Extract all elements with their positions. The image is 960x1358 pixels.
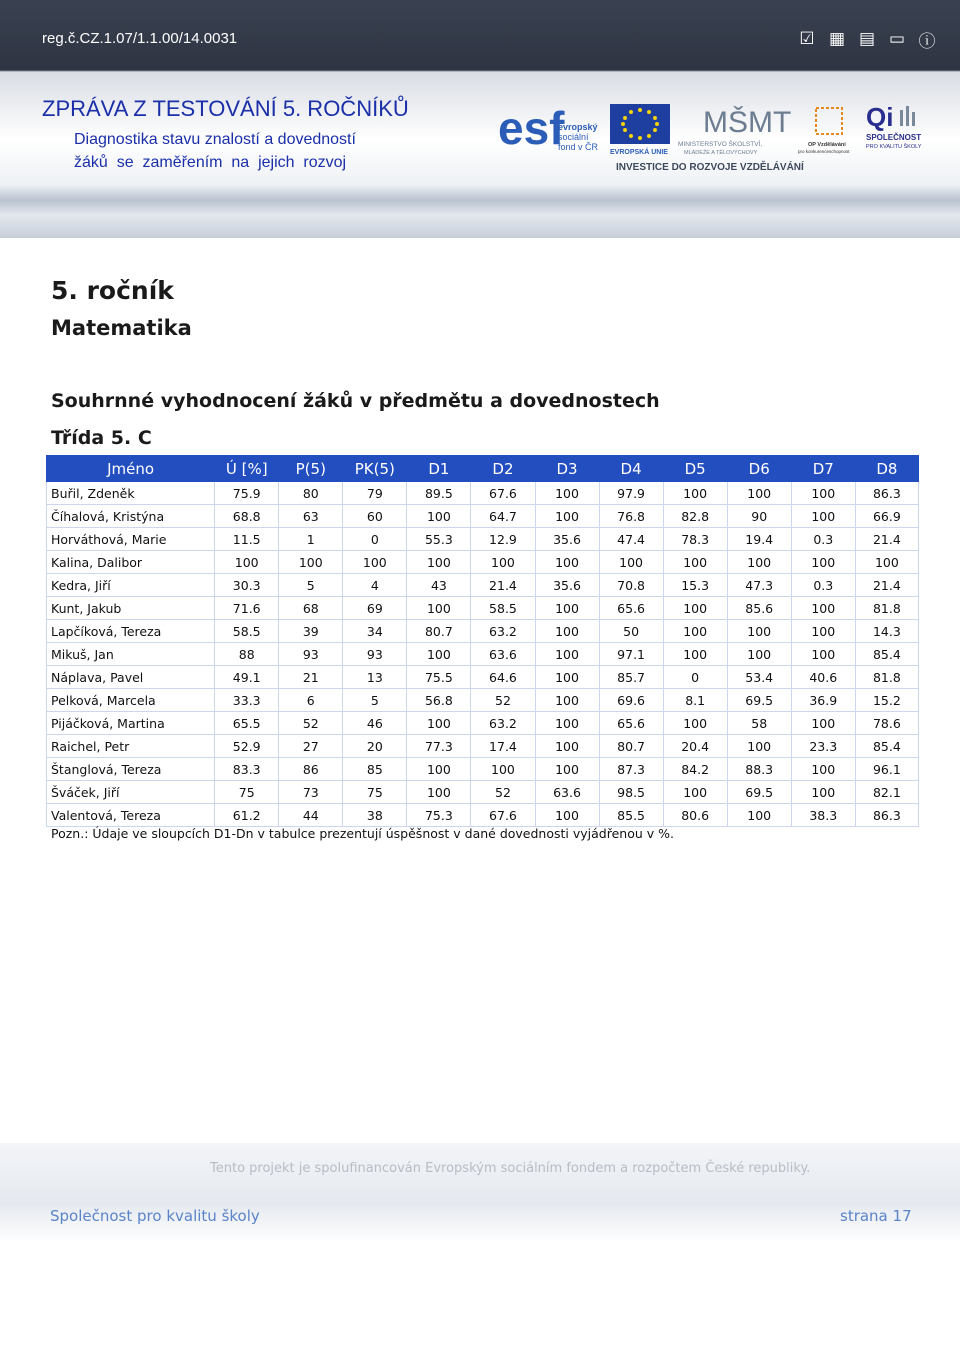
- value-cell: 96.1: [855, 758, 918, 781]
- value-cell: 100: [727, 620, 791, 643]
- value-cell: 78.6: [855, 712, 918, 735]
- value-cell: 23.3: [791, 735, 855, 758]
- value-cell: 85: [343, 758, 407, 781]
- value-cell: 83.3: [215, 758, 279, 781]
- value-cell: 82.1: [855, 781, 918, 804]
- value-cell: 100: [727, 735, 791, 758]
- report-subtitle-line2: žáků se zaměřením na jejich rozvoj: [74, 154, 347, 171]
- column-header: D1: [407, 456, 471, 482]
- value-cell: 98.5: [599, 781, 663, 804]
- value-cell: 69.5: [727, 689, 791, 712]
- svg-text:sociální: sociální: [558, 132, 589, 142]
- table-note: Pozn.: Údaje ve sloupcích D1-Dn v tabulce prezentují úspěšnost v dané dovednosti vyjádřenou v %.: [51, 826, 674, 841]
- svg-text:pro konkurenceschopnost: pro konkurenceschopnost: [798, 149, 850, 154]
- value-cell: 5: [343, 689, 407, 712]
- value-cell: 81.8: [855, 597, 918, 620]
- value-cell: 66.9: [855, 505, 918, 528]
- value-cell: 100: [599, 551, 663, 574]
- value-cell: 65.6: [599, 597, 663, 620]
- value-cell: 65.5: [215, 712, 279, 735]
- op-logo: [798, 108, 850, 154]
- value-cell: 5: [279, 574, 343, 597]
- svg-text:fond v ČR: fond v ČR: [558, 142, 599, 152]
- value-cell: 63.6: [535, 781, 599, 804]
- value-cell: 58.5: [215, 620, 279, 643]
- value-cell: 80.7: [599, 735, 663, 758]
- table-header-row: [47, 456, 919, 482]
- value-cell: 8.1: [663, 689, 727, 712]
- value-cell: 81.8: [855, 666, 918, 689]
- eu-flag-logo: [610, 104, 670, 156]
- value-cell: 93: [343, 643, 407, 666]
- svg-text:evropský: evropský: [558, 122, 598, 132]
- value-cell: 64.6: [471, 666, 535, 689]
- value-cell: 100: [407, 551, 471, 574]
- page-number: strana 17: [840, 1207, 912, 1225]
- value-cell: 88: [215, 643, 279, 666]
- table-row: [47, 689, 919, 712]
- student-name-cell: Šváček, Jiří: [47, 781, 215, 804]
- table-row: [47, 666, 919, 689]
- value-cell: 43: [407, 574, 471, 597]
- value-cell: 100: [791, 505, 855, 528]
- column-header: PK(5): [343, 456, 407, 482]
- value-cell: 35.6: [535, 528, 599, 551]
- value-cell: 100: [727, 804, 791, 827]
- student-name-cell: Buřil, Zdeněk: [47, 482, 215, 505]
- value-cell: 75: [215, 781, 279, 804]
- subject-heading: Matematika: [51, 316, 192, 340]
- value-cell: 15.2: [855, 689, 918, 712]
- document-icon[interactable]: ▤: [858, 29, 876, 49]
- value-cell: 56.8: [407, 689, 471, 712]
- battery-icon[interactable]: ▭: [888, 29, 906, 49]
- student-name-cell: Číhalová, Kristýna: [47, 505, 215, 528]
- value-cell: 100: [535, 643, 599, 666]
- value-cell: 100: [407, 505, 471, 528]
- table-row: [47, 597, 919, 620]
- column-header: D2: [471, 456, 535, 482]
- value-cell: 58: [727, 712, 791, 735]
- value-cell: 100: [407, 643, 471, 666]
- funding-note: Tento projekt je spolufinancován Evropským sociálním fondem a rozpočtem České republiky.: [210, 1161, 811, 1176]
- value-cell: 87.3: [599, 758, 663, 781]
- value-cell: 100: [663, 643, 727, 666]
- value-cell: 100: [535, 620, 599, 643]
- value-cell: 52: [471, 689, 535, 712]
- student-name-cell: Mikuš, Jan: [47, 643, 215, 666]
- table-row: [47, 620, 919, 643]
- value-cell: 100: [791, 597, 855, 620]
- value-cell: 49.1: [215, 666, 279, 689]
- value-cell: 52: [279, 712, 343, 735]
- value-cell: 6: [279, 689, 343, 712]
- value-cell: 44: [279, 804, 343, 827]
- value-cell: 86.3: [855, 482, 918, 505]
- value-cell: 14.3: [855, 620, 918, 643]
- svg-text:EVROPSKÁ UNIE: EVROPSKÁ UNIE: [610, 149, 668, 156]
- report-subtitle: [74, 128, 356, 174]
- funding-logos: [498, 96, 938, 176]
- value-cell: 84.2: [663, 758, 727, 781]
- value-cell: 85.4: [855, 735, 918, 758]
- value-cell: 4: [343, 574, 407, 597]
- value-cell: 100: [407, 597, 471, 620]
- value-cell: 85.7: [599, 666, 663, 689]
- student-name-cell: Lapčíková, Tereza: [47, 620, 215, 643]
- value-cell: 75.3: [407, 804, 471, 827]
- value-cell: 52.9: [215, 735, 279, 758]
- value-cell: 80: [279, 482, 343, 505]
- value-cell: 65.6: [599, 712, 663, 735]
- value-cell: 63: [279, 505, 343, 528]
- value-cell: 100: [535, 597, 599, 620]
- report-title: ZPRÁVA Z TESTOVÁNÍ 5. ROČNÍKŮ: [42, 96, 409, 121]
- value-cell: 21.4: [855, 528, 918, 551]
- column-header: P(5): [279, 456, 343, 482]
- table-row: [47, 505, 919, 528]
- value-cell: 1: [279, 528, 343, 551]
- value-cell: 17.4: [471, 735, 535, 758]
- value-cell: 100: [855, 551, 918, 574]
- value-cell: 60: [343, 505, 407, 528]
- value-cell: 100: [535, 551, 599, 574]
- value-cell: 100: [791, 482, 855, 505]
- student-name-cell: Pelková, Marcela: [47, 689, 215, 712]
- chart-icon[interactable]: ▦: [828, 29, 846, 49]
- value-cell: 100: [791, 781, 855, 804]
- column-header: D6: [727, 456, 791, 482]
- value-cell: 85.6: [727, 597, 791, 620]
- value-cell: 30.3: [215, 574, 279, 597]
- svg-text:SPOLEČNOST: SPOLEČNOST: [866, 133, 922, 142]
- value-cell: 100: [663, 597, 727, 620]
- value-cell: 13: [343, 666, 407, 689]
- value-cell: 100: [727, 551, 791, 574]
- value-cell: 100: [471, 551, 535, 574]
- value-cell: 100: [727, 482, 791, 505]
- value-cell: 67.6: [471, 482, 535, 505]
- value-cell: 100: [791, 712, 855, 735]
- value-cell: 93: [279, 643, 343, 666]
- value-cell: 75: [343, 781, 407, 804]
- value-cell: 100: [791, 551, 855, 574]
- value-cell: 88.3: [727, 758, 791, 781]
- value-cell: 76.8: [599, 505, 663, 528]
- registration-number: reg.č.CZ.1.07/1.1.00/14.0031: [42, 30, 238, 47]
- info-icon[interactable]: ⓘ: [918, 31, 936, 52]
- value-cell: 86: [279, 758, 343, 781]
- value-cell: 46: [343, 712, 407, 735]
- value-cell: 100: [663, 620, 727, 643]
- value-cell: 21: [279, 666, 343, 689]
- value-cell: 20: [343, 735, 407, 758]
- value-cell: 15.3: [663, 574, 727, 597]
- table-row: [47, 551, 919, 574]
- table-row: [47, 643, 919, 666]
- table-body: [47, 482, 919, 827]
- value-cell: 67.6: [471, 804, 535, 827]
- svg-text:esf: esf: [498, 102, 565, 154]
- value-cell: 69: [343, 597, 407, 620]
- value-cell: 85.4: [855, 643, 918, 666]
- table-row: [47, 735, 919, 758]
- value-cell: 100: [791, 643, 855, 666]
- value-cell: 89.5: [407, 482, 471, 505]
- value-cell: 100: [535, 666, 599, 689]
- value-cell: 36.9: [791, 689, 855, 712]
- value-cell: 71.6: [215, 597, 279, 620]
- value-cell: 19.4: [727, 528, 791, 551]
- value-cell: 100: [663, 781, 727, 804]
- esf-logo: [498, 102, 599, 154]
- student-name-cell: Raichel, Petr: [47, 735, 215, 758]
- value-cell: 47.3: [727, 574, 791, 597]
- value-cell: 0.3: [791, 528, 855, 551]
- value-cell: 100: [727, 643, 791, 666]
- value-cell: 21.4: [471, 574, 535, 597]
- value-cell: 52: [471, 781, 535, 804]
- value-cell: 0: [663, 666, 727, 689]
- value-cell: 82.8: [663, 505, 727, 528]
- table-row: [47, 482, 919, 505]
- value-cell: 73: [279, 781, 343, 804]
- value-cell: 21.4: [855, 574, 918, 597]
- value-cell: 78.3: [663, 528, 727, 551]
- value-cell: 69.5: [727, 781, 791, 804]
- class-label: Třída 5. C: [51, 427, 152, 449]
- table-row: [47, 758, 919, 781]
- value-cell: 39: [279, 620, 343, 643]
- header-toolbar: [796, 28, 938, 50]
- value-cell: 53.4: [727, 666, 791, 689]
- student-name-cell: Kunt, Jakub: [47, 597, 215, 620]
- checkbox-icon[interactable]: ☑: [799, 29, 815, 49]
- value-cell: 38.3: [791, 804, 855, 827]
- student-name-cell: Náplava, Pavel: [47, 666, 215, 689]
- value-cell: 97.1: [599, 643, 663, 666]
- value-cell: 100: [215, 551, 279, 574]
- table-row: [47, 712, 919, 735]
- report-subtitle-line1: Diagnostika stavu znalostí a dovedností: [74, 131, 356, 148]
- value-cell: 100: [535, 758, 599, 781]
- value-cell: 27: [279, 735, 343, 758]
- value-cell: 63.6: [471, 643, 535, 666]
- column-header: D4: [599, 456, 663, 482]
- column-header: D3: [535, 456, 599, 482]
- value-cell: 100: [279, 551, 343, 574]
- value-cell: 100: [535, 505, 599, 528]
- student-name-cell: Valentová, Tereza: [47, 804, 215, 827]
- svg-text:MINISTERSTVO ŠKOLSTVÍ,: MINISTERSTVO ŠKOLSTVÍ,: [678, 141, 763, 148]
- value-cell: 100: [407, 758, 471, 781]
- results-table: [46, 455, 919, 827]
- value-cell: 40.6: [791, 666, 855, 689]
- value-cell: 77.3: [407, 735, 471, 758]
- value-cell: 100: [343, 551, 407, 574]
- value-cell: 100: [407, 781, 471, 804]
- svg-text:PRO KVALITU ŠKOLY: PRO KVALITU ŠKOLY: [866, 144, 922, 150]
- value-cell: 69.6: [599, 689, 663, 712]
- value-cell: 20.4: [663, 735, 727, 758]
- slogan: INVESTICE DO ROZVOJE VZDĚLÁVÁNÍ: [616, 162, 804, 173]
- qi-logo: [866, 102, 922, 150]
- student-name-cell: Pijáčková, Martina: [47, 712, 215, 735]
- organization-name: Společnost pro kvalitu školy: [50, 1207, 260, 1225]
- value-cell: 68.8: [215, 505, 279, 528]
- student-name-cell: Štanglová, Tereza: [47, 758, 215, 781]
- value-cell: 85.5: [599, 804, 663, 827]
- value-cell: 100: [407, 712, 471, 735]
- column-header: D8: [855, 456, 918, 482]
- svg-text:MŠMT: MŠMT: [703, 106, 792, 139]
- value-cell: 86.3: [855, 804, 918, 827]
- value-cell: 100: [791, 758, 855, 781]
- value-cell: 97.9: [599, 482, 663, 505]
- value-cell: 0.3: [791, 574, 855, 597]
- value-cell: 58.5: [471, 597, 535, 620]
- value-cell: 80.6: [663, 804, 727, 827]
- value-cell: 50: [599, 620, 663, 643]
- value-cell: 12.9: [471, 528, 535, 551]
- value-cell: 0: [343, 528, 407, 551]
- value-cell: 100: [535, 735, 599, 758]
- value-cell: 100: [663, 712, 727, 735]
- value-cell: 75.9: [215, 482, 279, 505]
- value-cell: 100: [535, 712, 599, 735]
- page-header: [0, 0, 960, 238]
- value-cell: 100: [535, 689, 599, 712]
- svg-text:OP Vzdělávání: OP Vzdělávání: [808, 142, 846, 148]
- value-cell: 33.3: [215, 689, 279, 712]
- value-cell: 100: [535, 804, 599, 827]
- value-cell: 34: [343, 620, 407, 643]
- table-row: [47, 781, 919, 804]
- section-title: Souhrnné vyhodnocení žáků v předmětu a dovednostech: [51, 390, 660, 412]
- value-cell: 11.5: [215, 528, 279, 551]
- student-name-cell: Horváthová, Marie: [47, 528, 215, 551]
- value-cell: 38: [343, 804, 407, 827]
- value-cell: 47.4: [599, 528, 663, 551]
- student-name-cell: Kalina, Dalibor: [47, 551, 215, 574]
- column-header: D5: [663, 456, 727, 482]
- value-cell: 68: [279, 597, 343, 620]
- value-cell: 79: [343, 482, 407, 505]
- column-header: Jméno: [47, 456, 215, 482]
- value-cell: 61.2: [215, 804, 279, 827]
- svg-text:Qi: Qi: [866, 102, 894, 132]
- value-cell: 100: [471, 758, 535, 781]
- value-cell: 70.8: [599, 574, 663, 597]
- msmt-logo: [678, 105, 791, 156]
- value-cell: 63.2: [471, 712, 535, 735]
- column-header: Ú [%]: [215, 456, 279, 482]
- value-cell: 80.7: [407, 620, 471, 643]
- value-cell: 100: [791, 620, 855, 643]
- column-header: D7: [791, 456, 855, 482]
- value-cell: 75.5: [407, 666, 471, 689]
- value-cell: 90: [727, 505, 791, 528]
- table-row: [47, 574, 919, 597]
- grade-heading: 5. ročník: [51, 276, 174, 305]
- value-cell: 100: [535, 482, 599, 505]
- value-cell: 55.3: [407, 528, 471, 551]
- student-name-cell: Kedra, Jiří: [47, 574, 215, 597]
- value-cell: 100: [663, 482, 727, 505]
- value-cell: 64.7: [471, 505, 535, 528]
- table-row: [47, 528, 919, 551]
- value-cell: 35.6: [535, 574, 599, 597]
- table-row: [47, 804, 919, 827]
- value-cell: 100: [663, 551, 727, 574]
- svg-text:MLÁDEŽE A TĚLOVÝCHOVY: MLÁDEŽE A TĚLOVÝCHOVY: [684, 150, 758, 156]
- value-cell: 63.2: [471, 620, 535, 643]
